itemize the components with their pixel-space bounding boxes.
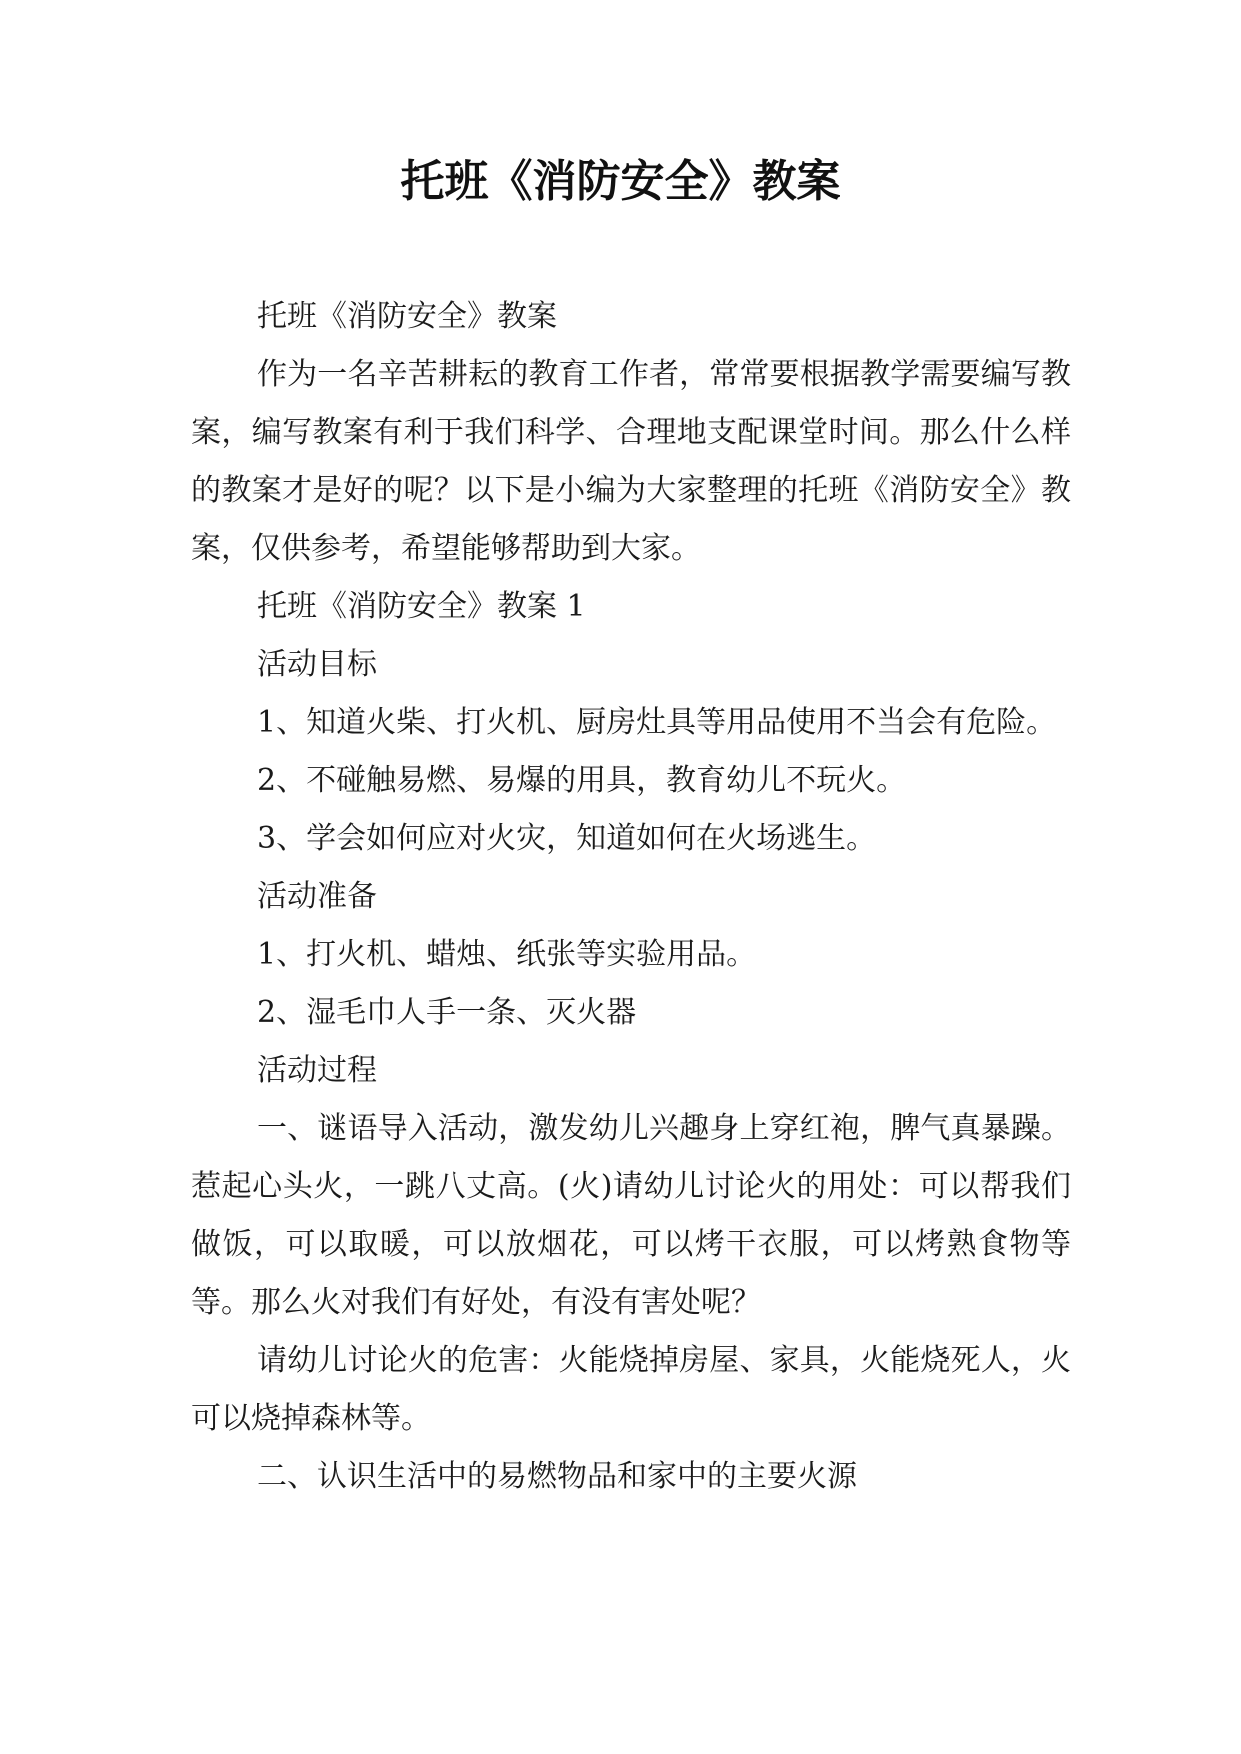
document-title: 托班《消防安全》教案 [400, 156, 841, 207]
paragraph-process-discussion: 请幼儿讨论火的危害：火能烧掉房屋、家具，火能烧死人，火可以烧掉森林等。 [191, 1343, 1071, 1436]
paragraph-preparation-2: 2、湿毛巾人手一条、灭火器 [257, 995, 637, 1030]
paragraph-subtitle: 托班《消防安全》教案 [257, 299, 557, 334]
paragraph-heading-process: 活动过程 [257, 1053, 377, 1088]
paragraph-goal-3: 3、学会如何应对火灾，知道如何在火场逃生。 [257, 821, 877, 856]
paragraph-heading-goals: 活动目标 [257, 647, 377, 682]
paragraph-heading-preparation: 活动准备 [257, 879, 377, 914]
paragraph-process-1: 一、谜语导入活动，激发幼儿兴趣身上穿红袍，脾气真暴躁。惹起心头火，一跳八丈高。(火)请幼儿讨论火的用处：可以帮我们做饭，可以取暖，可以放烟花，可以烤干衣服，可以烤熟食物等等。那么火对我们有好处，有没有害处呢？ [191, 1111, 1071, 1320]
paragraph-goal-2: 2、不碰触易燃、易爆的用具，教育幼儿不玩火。 [257, 763, 907, 798]
paragraph-goal-1: 1、知道火柴、打火机、厨房灶具等用品使用不当会有危险。 [257, 705, 1057, 740]
paragraph-process-2: 二、认识生活中的易燃物品和家中的主要火源 [257, 1459, 857, 1494]
paragraph-preparation-1: 1、打火机、蜡烛、纸张等实验用品。 [257, 937, 757, 972]
paragraph-intro: 作为一名辛苦耕耘的教育工作者，常常要根据教学需要编写教案，编写教案有利于我们科学、合理地支配课堂时间。那么什么样的教案才是好的呢？以下是小编为大家整理的托班《消防安全》教案，仅供参考，希望能够帮助到大家。 [191, 357, 1071, 566]
paragraph-section-heading: 托班《消防安全》教案 1 [257, 589, 586, 624]
document-body [191, 288, 1071, 1506]
